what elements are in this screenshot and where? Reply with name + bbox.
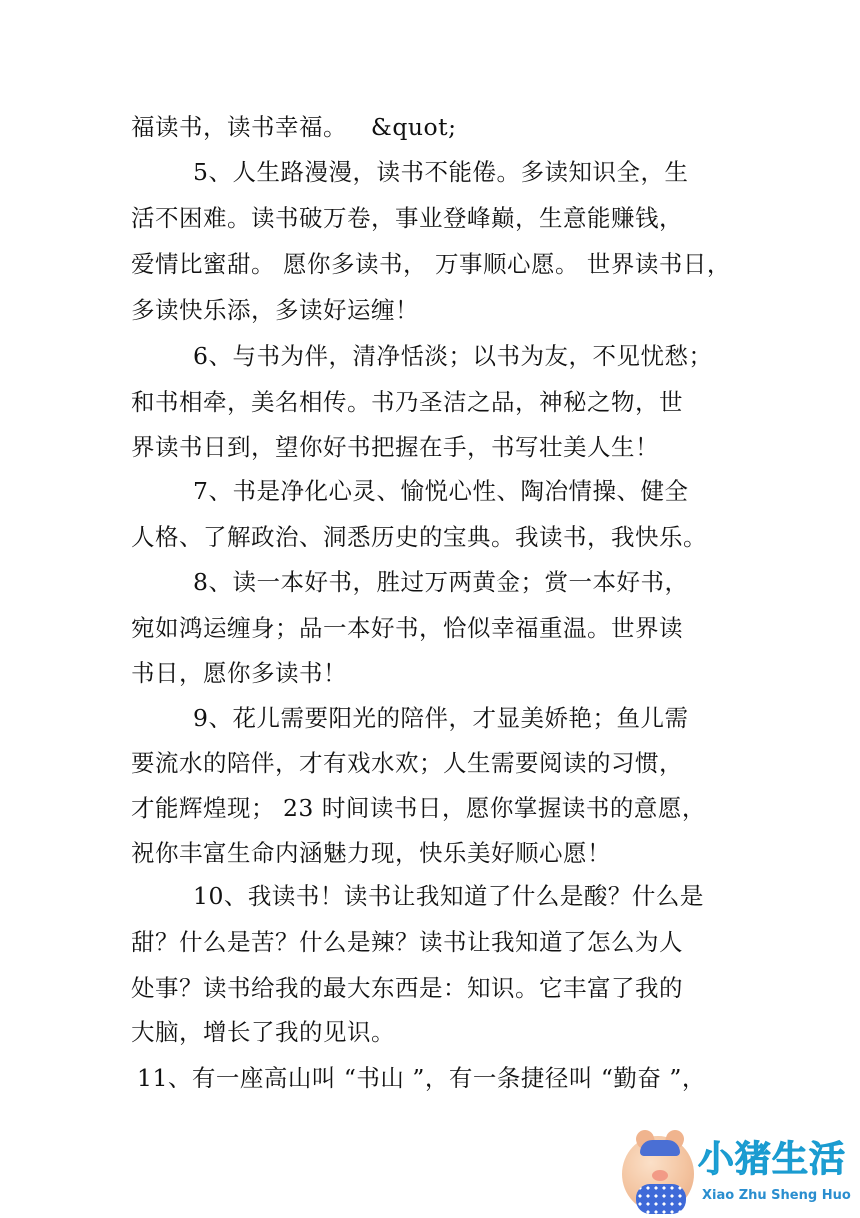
text-line: 宛如鸿运缠身；品一本好书，恰似幸福重温。世界读 [131,614,683,642]
text-line: 活不困难。读书破万卷，事业登峰巅，生意能赚钱， [131,204,683,232]
text-line: 处事？读书给我的最大东西是：知识。它丰富了我的 [131,974,683,1002]
text-line: 甜？什么是苦？什么是辣？读书让我知道了怎么为人 [131,928,683,956]
text-line: 祝你丰富生命内涵魅力现，快乐美好顺心愿！ [131,839,611,867]
text-line: 6、与书为伴，清净恬淡；以书为友，不见忧愁； [193,342,713,370]
text-line: 8、读一本好书，胜过万两黄金；赏一本好书， [193,568,689,596]
text-line: 才能辉煌现； 23 时间读书日，愿你掌握读书的意愿， [131,794,706,822]
text-line: 5、人生路漫漫，读书不能倦。多读知识全，生 [193,158,689,186]
text-line: 界读书日到，望你好书把握在手，书写壮美人生！ [131,433,659,461]
text-line: 大脑，增长了我的见识。 [131,1018,395,1046]
text-line: 11、有一座高山叫 “书山 ”，有一条捷径叫 “勤奋 ”， [137,1064,706,1092]
text-line: 7、书是净化心灵、愉悦心性、陶冶情操、健全 [193,477,689,505]
pig-mascot-icon [622,1136,694,1212]
watermark-title: 小猪生活 [698,1139,847,1180]
watermark-subtitle: Xiao Zhu Sheng Huo [702,1188,851,1203]
text-line: 10、我读书！读书让我知道了什么是酸？什么是 [193,882,704,910]
text-line: 书日，愿你多读书！ [131,659,347,687]
text-line: 爱情比蜜甜。 愿你多读书， 万事顺心愿。 世界读书日， [131,250,731,278]
text-line: 和书相牵，美名相传。书乃圣洁之品，神秘之物，世 [131,388,683,416]
watermark-logo [620,1132,860,1218]
text-line: 多读快乐添，多读好运缠！ [131,296,419,324]
text-line: 9、花儿需要阳光的陪伴，才显美娇艳；鱼儿需 [193,704,689,732]
text-line: 要流水的陪伴，才有戏水欢；人生需要阅读的习惯， [131,749,683,777]
text-line: 人格、了解政治、洞悉历史的宝典。我读书，我快乐。 [131,523,707,551]
text-line: 福读书，读书幸福。 &quot; [131,113,457,141]
